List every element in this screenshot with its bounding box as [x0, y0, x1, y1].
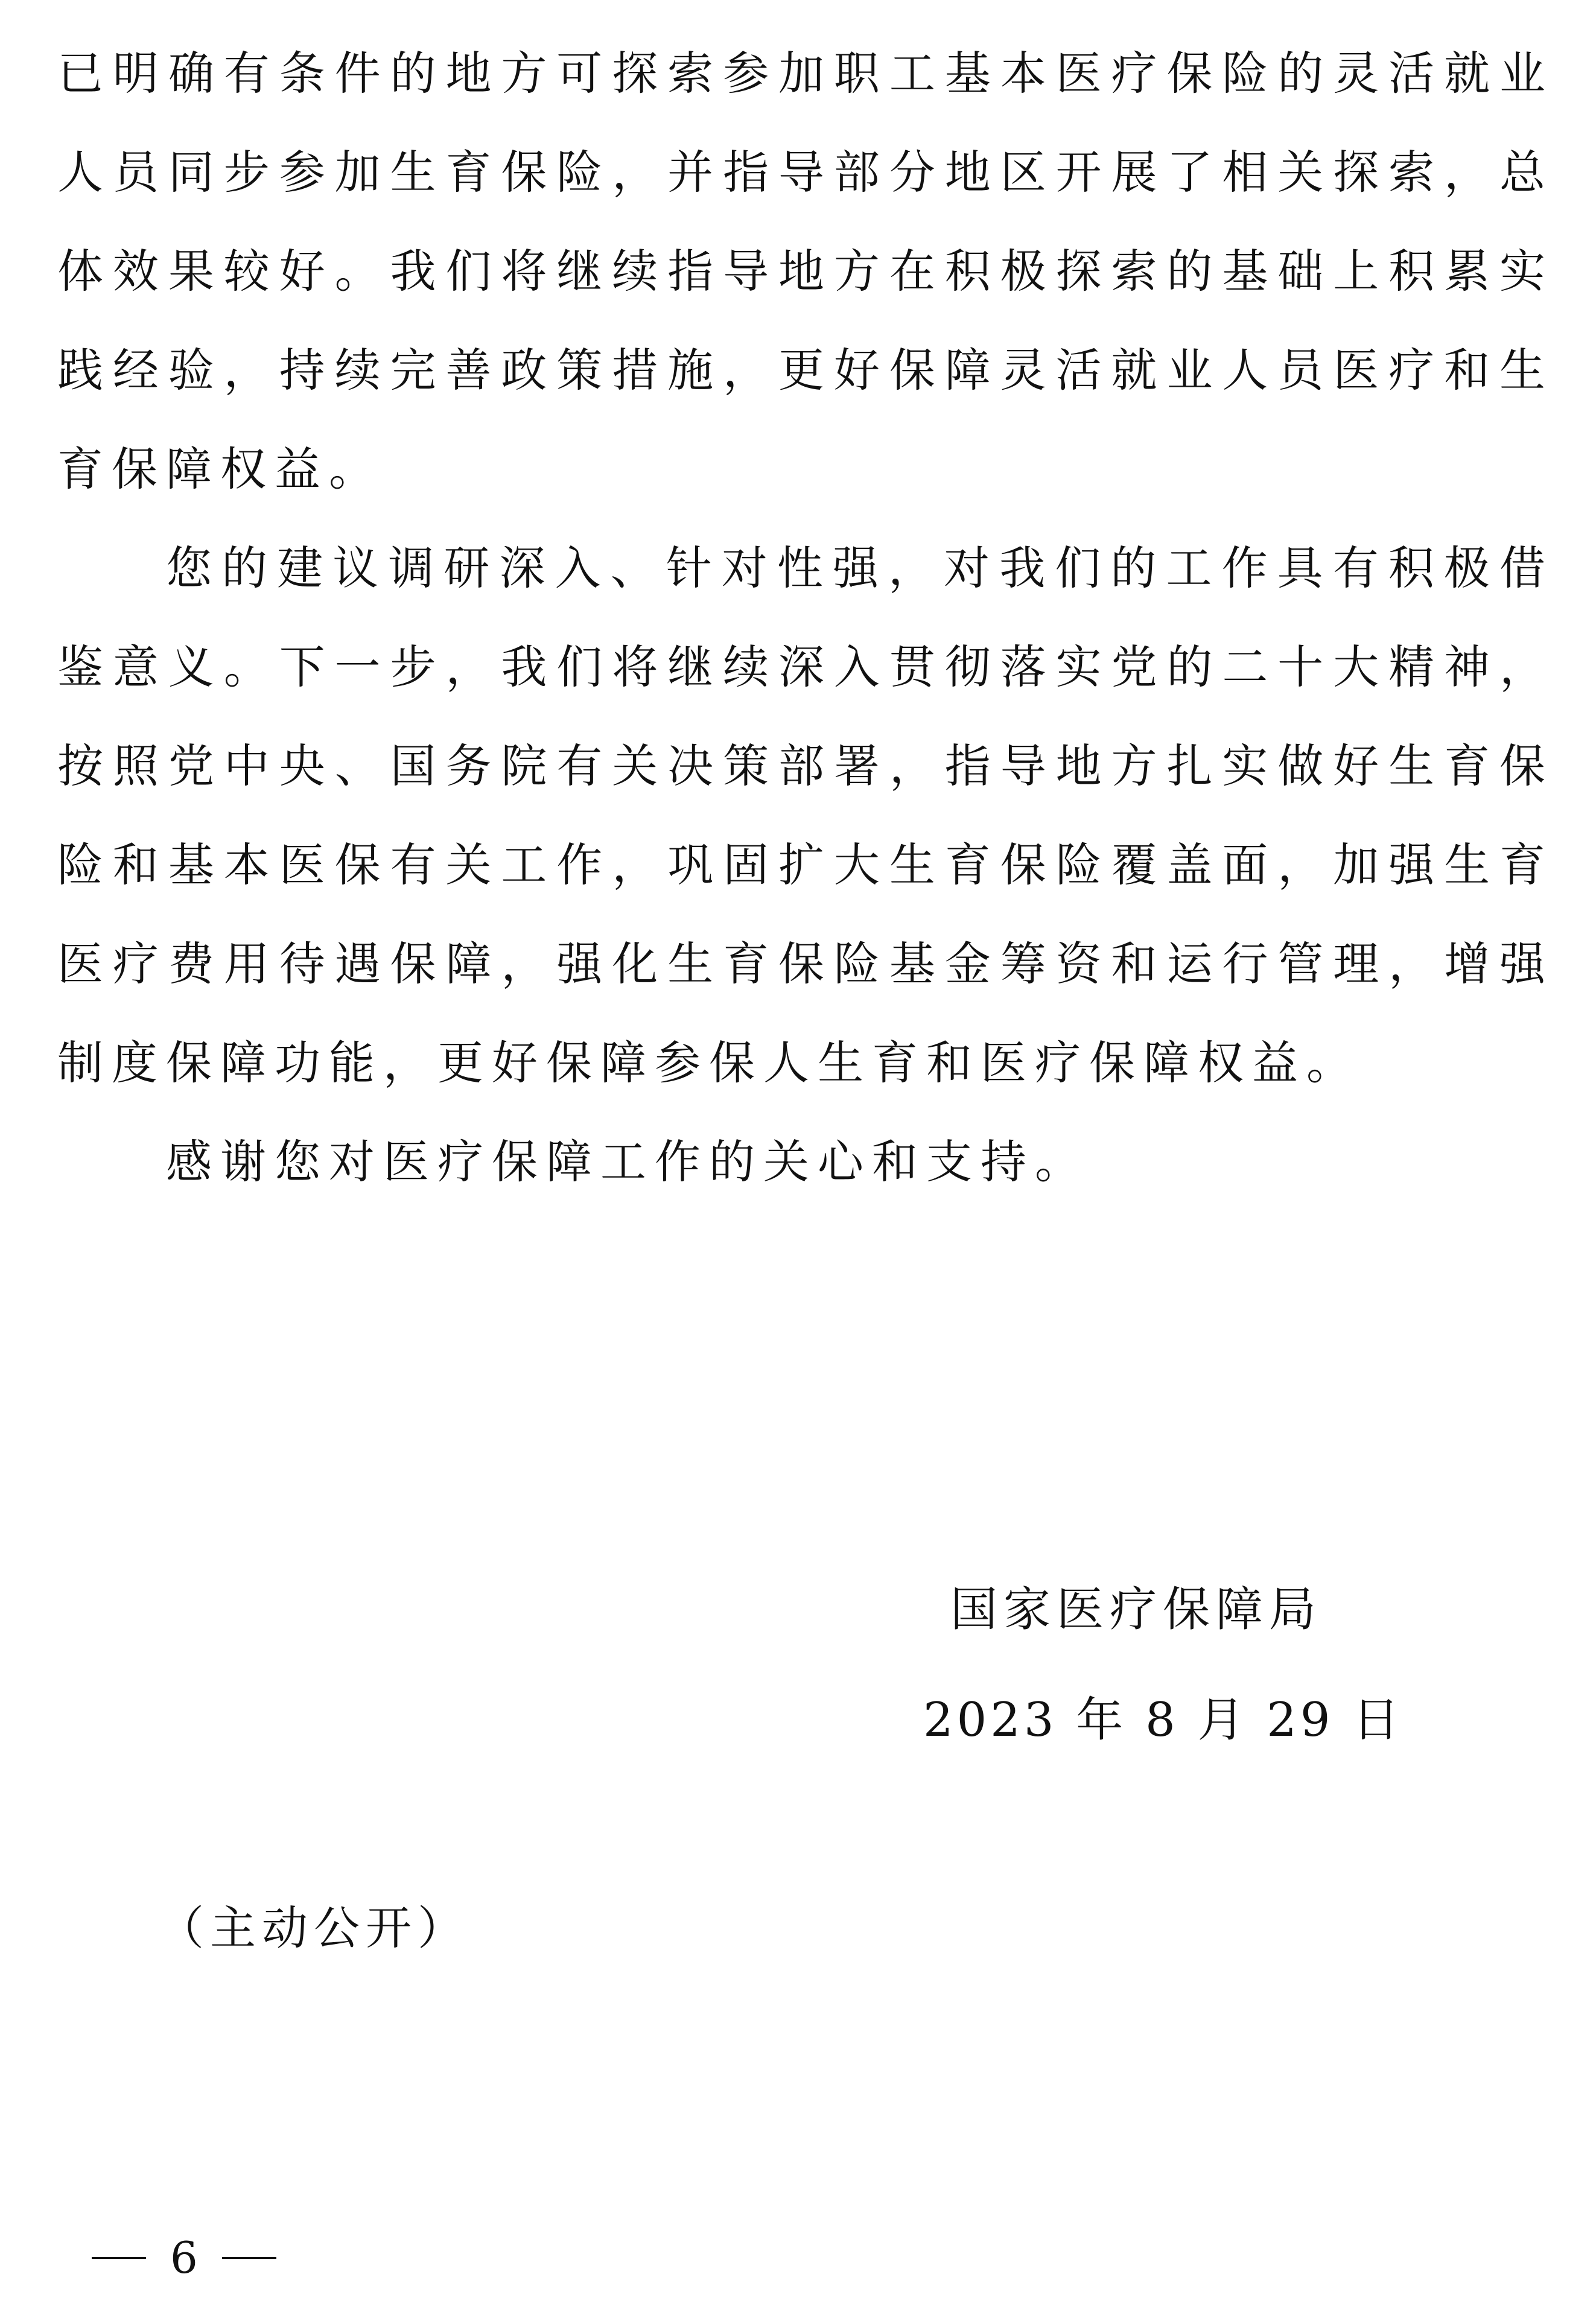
paragraph-next-steps: 您的建议调研深入、针对性强，对我们的工作具有积极借鉴意义。下一步，我们将继续深入贯彻落实党的二十大精神，按照党中央、国务院有关决策部署，指导地方扎实做好生育保险和基本医保有关工作，巩固扩大生育保险覆盖面，加强生育医疗费用待遇保障，强化生育保险基金筹资和运行管理，增强制度保障功能，更好保障参保人生育和医疗保障权益。	[57, 541, 1554, 1090]
page-footer	[92, 2232, 276, 2283]
footer-dash-left	[92, 2257, 146, 2259]
disclosure-label: （主动公开）	[158, 1901, 469, 1955]
footer-dash-right	[222, 2257, 276, 2259]
page-number: 6	[170, 2232, 198, 2283]
paragraph-continuation: 已明确有条件的地方可探索参加职工基本医疗保险的灵活就业人员同步参加生育保险，并指导部分地区开展了相关探索，总体效果较好。我们将继续指导地方在积极探索的基础上积累实践经验，持续完善政策措施，更好保障灵活就业人员医疗和生育保障权益。	[57, 46, 1554, 496]
signature-organization: 国家医疗保障局	[950, 1583, 1323, 1637]
letter-body	[57, 24, 1554, 1212]
paragraph-thanks: 感谢您对医疗保障工作的关心和支持。	[166, 1135, 1089, 1189]
signature-date: 2023 年 8 月 29 日	[923, 1693, 1404, 1747]
